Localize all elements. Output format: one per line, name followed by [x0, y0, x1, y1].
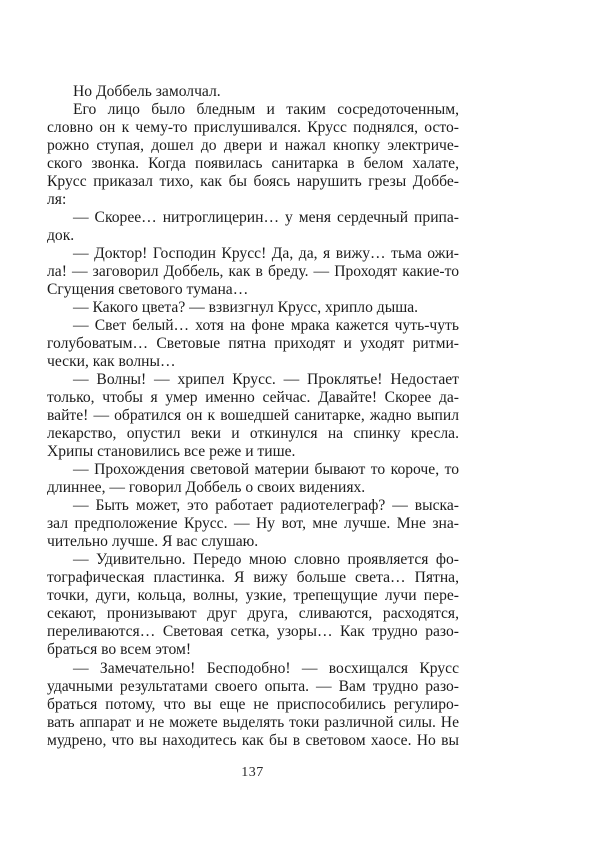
text-line: — Скорее… нитроглицерин… у меня сердечный припа-: [73, 209, 459, 227]
text-line: — Замечательно! Бесподобно! — восхищался Крусс: [73, 659, 459, 677]
text-line: удачными результатами своего опыта. — Вам трудно разо-: [47, 677, 459, 695]
text-line: — Доктор! Господин Крусс! Да, да, я вижу… тьма ожи-: [73, 245, 459, 263]
text-line: длиннее, — говорил Доббель о своих видениях.: [47, 479, 366, 497]
text-line: только, чтобы я умер именно сейчас. Давайте! Скорее да-: [47, 389, 459, 407]
text-line: секают, пронизывают друг друга, сливаются, расходятся,: [47, 605, 459, 623]
text-line: — Быть может, это работает радиотелеграф? — выска-: [73, 497, 459, 515]
text-line: — Какого цвета? — взвизгнул Крусс, хрипло дыша.: [73, 299, 419, 317]
text-line: чительно лучше. Я вас слушаю.: [47, 533, 259, 551]
text-line: — Волны! — хрипел Крусс. — Проклятье! Недостает: [73, 371, 459, 389]
text-line: док.: [47, 227, 75, 245]
text-line: — Удивительно. Передо мною словно проявляется фо-: [73, 551, 459, 569]
text-line: Сгущения светового тумана…: [47, 281, 249, 299]
text-line: голубоватым… Световые пятна приходят и уходят ритми-: [47, 335, 459, 353]
text-line: браться потому, что вы еще не приспособились регулиро-: [47, 695, 459, 713]
text-line: чески, как волны…: [47, 353, 176, 371]
text-line: Хрипы становились все реже и тише.: [47, 443, 296, 461]
text-line: — Свет белый… хотя на фоне мрака кажется чуть-чуть: [73, 317, 459, 335]
text-line: Крусс приказал тихо, как бы боясь нарушить грезы Доббе-: [47, 173, 459, 191]
text-line: Но Доббель замолчал.: [73, 83, 221, 100]
body-text: [47, 83, 459, 750]
text-line: рожно ступая, дошел до двери и нажал кнопку электриче-: [47, 137, 459, 155]
text-line: — Прохождения световой материи бывают то короче, то: [73, 461, 459, 479]
text-line: зал предположение Крусс. — Ну вот, мне лучше. Мне зна-: [47, 515, 459, 533]
text-line: переливаются… Световая сетка, узоры… Как трудно разо-: [47, 623, 459, 641]
text-line: вать аппарат и не можете выделять токи различной силы. Не: [47, 713, 459, 731]
text-line: словно он к чему-то прислушивался. Крусс поднялся, осто-: [47, 119, 459, 137]
text-line: точки, дуги, кольца, волны, узкие, трепещущие лучи пере-: [47, 587, 459, 605]
text-line: тографическая пластинка. Я вижу больше света… Пятна,: [47, 569, 459, 587]
text-line: мудрено, что вы находитесь как бы в световом хаосе. Но вы: [47, 731, 459, 749]
text-line: вайте! — обратился он к вошедшей санитарке, жадно выпил: [47, 407, 459, 425]
text-line: браться во всем этом!: [47, 641, 192, 659]
text-line: ля:: [47, 191, 67, 209]
page-number: 137: [241, 765, 264, 780]
text-line: Его лицо было бледным и таким сосредоточенным,: [73, 101, 459, 119]
text-line: ского звонка. Когда появилась санитарка в белом халате,: [47, 155, 459, 173]
text-line: лекарство, опустил веки и откинулся на спинку кресла.: [47, 425, 459, 443]
text-line: ла! — заговорил Доббель, как в бреду. — Проходят какие-то: [47, 263, 459, 281]
